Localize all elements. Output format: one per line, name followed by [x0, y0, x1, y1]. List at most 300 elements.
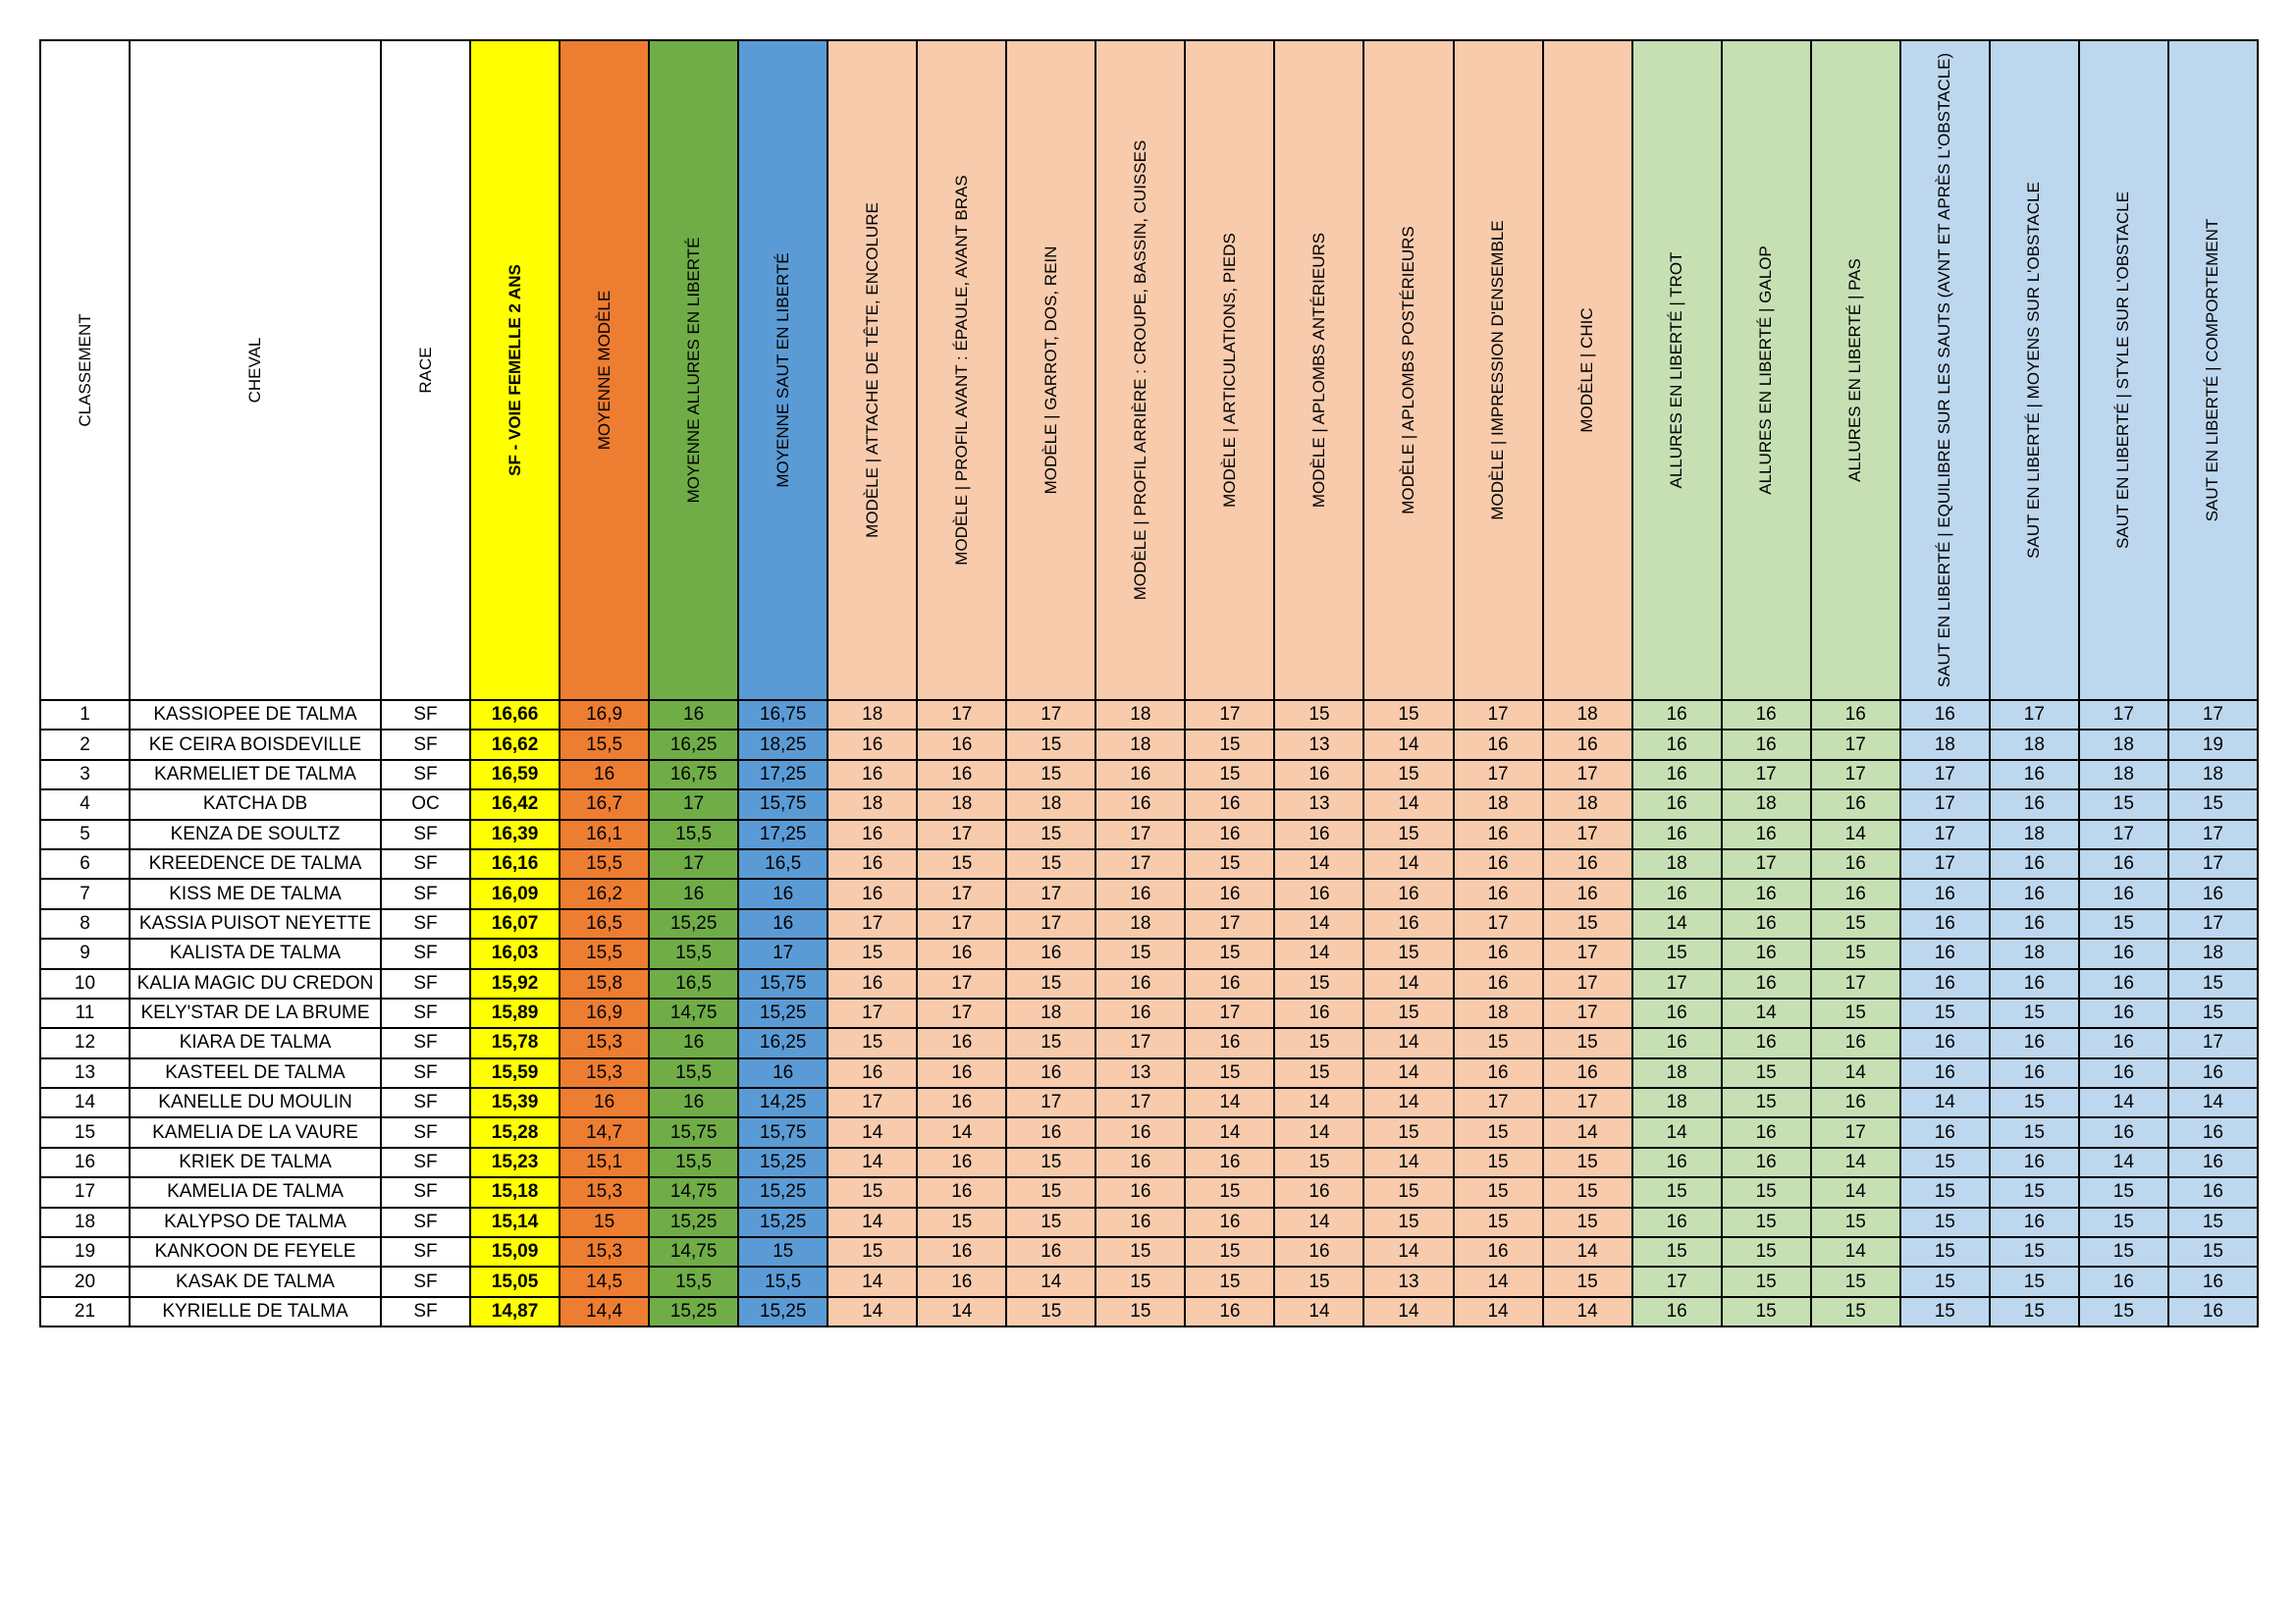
- table-cell: 16: [1633, 790, 1723, 820]
- table-cell: 16: [2080, 1059, 2169, 1089]
- table-cell: 18: [1455, 790, 1544, 820]
- table-cell: 16: [828, 880, 918, 909]
- table-cell: 16: [918, 1178, 1007, 1208]
- table-cell: 16: [1007, 1238, 1096, 1268]
- table-cell: 15: [1007, 761, 1096, 790]
- table-cell: 14: [1186, 1089, 1275, 1118]
- table-cell: 15: [2169, 970, 2259, 1000]
- table-cell: 15: [1186, 1178, 1275, 1208]
- table-cell: 18: [2080, 731, 2169, 760]
- table-cell: 15: [1096, 1298, 1186, 1327]
- table-cell: 16,5: [739, 850, 828, 880]
- table-cell: 16: [1364, 910, 1454, 940]
- table-cell: 16: [1991, 761, 2080, 790]
- table-cell: 21: [41, 1298, 131, 1327]
- table-cell: 16: [1455, 1238, 1544, 1268]
- table-cell: 17: [41, 1178, 131, 1208]
- table-cell: 15: [1275, 970, 1364, 1000]
- table-cell: 15: [1364, 1118, 1454, 1148]
- column-header-label: MOYENNE SAUT EN LIBERTÉ: [773, 252, 792, 488]
- table-cell: 15: [1364, 1209, 1454, 1238]
- table-cell: 14,75: [650, 1178, 739, 1208]
- table-cell: 16,62: [471, 731, 561, 760]
- table-cell: KREEDENCE DE TALMA: [131, 850, 382, 880]
- table-cell: 15: [1007, 970, 1096, 1000]
- column-header-saut-en-liberte-style-sur-l-obstacle: [2080, 41, 2169, 701]
- table-cell: 14: [1544, 1238, 1633, 1268]
- table-cell: 16: [1096, 1178, 1186, 1208]
- table-cell: 16: [1723, 731, 1812, 760]
- table-cell: SF: [382, 940, 471, 969]
- column-header-label: ALLURES EN LIBERTÉ | TROT: [1667, 251, 1686, 489]
- table-cell: 18: [1991, 940, 2080, 969]
- table-cell: 15: [1007, 1298, 1096, 1327]
- table-cell: 16: [1096, 880, 1186, 909]
- table-cell: 16: [1275, 1000, 1364, 1029]
- table-cell: 20: [41, 1268, 131, 1297]
- table-cell: 17: [1544, 821, 1633, 850]
- table-cell: 17: [1096, 1029, 1186, 1058]
- table-cell: 15: [1812, 1000, 1901, 1029]
- column-header-modele-aplombs-anterieurs: [1275, 41, 1364, 701]
- table-cell: 16: [918, 1029, 1007, 1058]
- table-cell: 16: [828, 761, 918, 790]
- table-cell: 16: [1901, 1029, 1991, 1058]
- table-cell: 15: [1455, 1118, 1544, 1148]
- table-cell: 16: [1633, 1029, 1723, 1058]
- table-cell: 15,39: [471, 1089, 561, 1118]
- table-cell: 16: [1633, 731, 1723, 760]
- table-cell: 14: [1007, 1268, 1096, 1297]
- table-cell: 16,25: [650, 731, 739, 760]
- table-cell: 16: [1723, 910, 1812, 940]
- table-cell: 14: [1633, 1118, 1723, 1148]
- table-cell: 16: [918, 1238, 1007, 1268]
- table-cell: 18: [1455, 1000, 1544, 1029]
- table-cell: 16: [1901, 940, 1991, 969]
- table-cell: 15,92: [471, 970, 561, 1000]
- table-cell: 15,5: [650, 1149, 739, 1178]
- table-cell: 16: [1096, 1118, 1186, 1148]
- table-cell: 16: [1186, 790, 1275, 820]
- table-cell: 16: [1455, 1059, 1544, 1089]
- table-cell: 15: [1901, 1238, 1991, 1268]
- table-cell: 15: [1991, 1089, 2080, 1118]
- table-cell: 15: [828, 1238, 918, 1268]
- table-cell: 15: [1812, 910, 1901, 940]
- table-cell: 14: [1275, 910, 1364, 940]
- column-header-label: RACE: [415, 347, 435, 394]
- table-cell: 16: [1812, 790, 1901, 820]
- table-cell: 15: [1544, 1178, 1633, 1208]
- table-cell: 15,59: [471, 1059, 561, 1089]
- table-cell: 15: [2080, 1298, 2169, 1327]
- table-cell: KASAK DE TALMA: [131, 1268, 382, 1297]
- table-cell: 16: [1723, 940, 1812, 969]
- table-cell: SF: [382, 761, 471, 790]
- table-cell: 16: [1901, 880, 1991, 909]
- table-cell: SF: [382, 1029, 471, 1058]
- table-cell: 15: [1186, 1268, 1275, 1297]
- table-cell: 15: [1007, 1178, 1096, 1208]
- table-cell: 15: [1096, 1268, 1186, 1297]
- table-cell: 12: [41, 1029, 131, 1058]
- column-header-classement: [41, 41, 131, 701]
- table-cell: 15: [1364, 1178, 1454, 1208]
- table-cell: 15,05: [471, 1268, 561, 1297]
- table-cell: KANKOON DE FEYELE: [131, 1238, 382, 1268]
- table-cell: 16: [650, 880, 739, 909]
- table-cell: 18: [1901, 731, 1991, 760]
- table-cell: 16,2: [561, 880, 650, 909]
- table-cell: 14: [1544, 1118, 1633, 1148]
- table-cell: 16: [650, 1029, 739, 1058]
- table-cell: 14,25: [739, 1089, 828, 1118]
- column-header-label: MOYENNE ALLURES EN LIBERTÉ: [683, 237, 703, 504]
- table-cell: 16: [1723, 1118, 1812, 1148]
- table-cell: 16: [1723, 1029, 1812, 1058]
- table-cell: 17: [1544, 1089, 1633, 1118]
- table-cell: 16: [1544, 850, 1633, 880]
- table-cell: 14: [828, 1298, 918, 1327]
- table-cell: 17: [650, 850, 739, 880]
- table-cell: 17: [1544, 1000, 1633, 1029]
- table-cell: 15,5: [650, 821, 739, 850]
- table-cell: KENZA DE SOULTZ: [131, 821, 382, 850]
- table-cell: 15: [1007, 731, 1096, 760]
- table-cell: 16,5: [650, 970, 739, 1000]
- table-cell: 14: [1275, 1089, 1364, 1118]
- table-cell: 17: [1186, 701, 1275, 731]
- table-cell: 16: [1991, 790, 2080, 820]
- table-cell: 17: [2080, 701, 2169, 731]
- table-cell: 9: [41, 940, 131, 969]
- table-cell: 16: [650, 701, 739, 731]
- table-cell: 17: [1633, 1268, 1723, 1297]
- table-cell: 18: [1991, 821, 2080, 850]
- table-cell: 17: [1544, 970, 1633, 1000]
- table-cell: 16: [1812, 880, 1901, 909]
- column-header-label: MODÈLE | APLOMBS ANTÉRIEURS: [1308, 232, 1328, 509]
- table-cell: 14: [1364, 1089, 1454, 1118]
- table-cell: 17: [2169, 701, 2259, 731]
- table-cell: SF: [382, 970, 471, 1000]
- table-cell: 15,3: [561, 1029, 650, 1058]
- table-cell: 15: [2080, 1178, 2169, 1208]
- table-cell: SF: [382, 1298, 471, 1327]
- table-cell: 16: [1186, 1298, 1275, 1327]
- table-cell: 17: [2169, 1029, 2259, 1058]
- table-cell: 16: [2080, 850, 2169, 880]
- table-cell: 16,16: [471, 850, 561, 880]
- table-cell: 16: [2169, 1149, 2259, 1178]
- table-cell: 17: [1901, 761, 1991, 790]
- table-cell: 16: [2080, 880, 2169, 909]
- results-table: [39, 39, 2259, 1327]
- table-cell: 15,89: [471, 1000, 561, 1029]
- table-cell: 17: [1186, 910, 1275, 940]
- column-header-race: [382, 41, 471, 701]
- table-cell: 8: [41, 910, 131, 940]
- table-cell: 16: [1275, 1178, 1364, 1208]
- table-cell: 16,39: [471, 821, 561, 850]
- table-cell: KYRIELLE DE TALMA: [131, 1298, 382, 1327]
- table-cell: 15: [1723, 1209, 1812, 1238]
- column-header-label: MODÈLE | IMPRESSION D'ENSEMBLE: [1488, 220, 1508, 520]
- table-cell: SF: [382, 1089, 471, 1118]
- table-cell: 18: [1096, 731, 1186, 760]
- table-cell: KELY'STAR DE LA BRUME: [131, 1000, 382, 1029]
- table-cell: 17: [1723, 850, 1812, 880]
- table-cell: 16: [918, 761, 1007, 790]
- table-cell: 15: [2169, 1238, 2259, 1268]
- table-cell: 15: [1186, 731, 1275, 760]
- table-cell: KASSIOPEE DE TALMA: [131, 701, 382, 731]
- table-cell: 14,7: [561, 1118, 650, 1148]
- table-cell: 16: [918, 1089, 1007, 1118]
- table-cell: 14: [1901, 1089, 1991, 1118]
- table-cell: 15,3: [561, 1178, 650, 1208]
- table-cell: 16: [1633, 821, 1723, 850]
- table-cell: 17: [1812, 1118, 1901, 1148]
- table-cell: 15,5: [561, 940, 650, 969]
- table-cell: 14: [1455, 1298, 1544, 1327]
- table-cell: 15: [1096, 940, 1186, 969]
- table-cell: KANELLE DU MOULIN: [131, 1089, 382, 1118]
- table-cell: 16: [1275, 761, 1364, 790]
- table-cell: 18: [2080, 761, 2169, 790]
- column-header-allures-en-liberte-galop: [1723, 41, 1812, 701]
- table-cell: 15: [1275, 1268, 1364, 1297]
- table-cell: 14: [1364, 1029, 1454, 1058]
- table-cell: 16: [1723, 821, 1812, 850]
- column-header-label: SAUT EN LIBERTÉ | MOYENS SUR L'OBSTACLE: [2024, 182, 2044, 559]
- table-cell: 15: [828, 940, 918, 969]
- table-cell: 17: [1096, 1089, 1186, 1118]
- table-cell: 15: [1901, 1298, 1991, 1327]
- table-cell: 18: [1007, 790, 1096, 820]
- table-cell: 18,25: [739, 731, 828, 760]
- table-cell: 15: [2080, 1209, 2169, 1238]
- table-cell: 15,75: [650, 1118, 739, 1148]
- table-cell: 15,25: [739, 1178, 828, 1208]
- table-cell: 16,1: [561, 821, 650, 850]
- table-cell: 16: [739, 880, 828, 909]
- table-cell: KALIA MAGIC DU CREDON: [131, 970, 382, 1000]
- table-cell: 15: [918, 1209, 1007, 1238]
- table-cell: 14: [1275, 1209, 1364, 1238]
- table-cell: 17,25: [739, 821, 828, 850]
- table-cell: 7: [41, 880, 131, 909]
- table-cell: 16: [1633, 1298, 1723, 1327]
- table-cell: SF: [382, 701, 471, 731]
- table-cell: 17: [1812, 970, 1901, 1000]
- column-header-allures-en-liberte-pas: [1812, 41, 1901, 701]
- table-cell: KISS ME DE TALMA: [131, 880, 382, 909]
- table-cell: 16: [828, 970, 918, 1000]
- table-cell: 16: [650, 1089, 739, 1118]
- table-cell: 16: [1991, 1209, 2080, 1238]
- table-cell: 17: [1544, 940, 1633, 969]
- table-cell: 16: [1096, 761, 1186, 790]
- table-cell: 18: [828, 790, 918, 820]
- table-cell: 16: [918, 731, 1007, 760]
- table-cell: 18: [828, 701, 918, 731]
- table-cell: 16: [1186, 1209, 1275, 1238]
- table-cell: 15,75: [739, 970, 828, 1000]
- table-cell: 15: [1275, 1029, 1364, 1058]
- table-cell: 14: [1723, 1000, 1812, 1029]
- table-cell: 14: [1364, 1059, 1454, 1089]
- results-grid: [39, 39, 2259, 1327]
- table-cell: 15: [828, 1178, 918, 1208]
- table-cell: SF: [382, 1238, 471, 1268]
- table-cell: 16: [1901, 910, 1991, 940]
- table-cell: 16: [2080, 1000, 2169, 1029]
- table-cell: 17,25: [739, 761, 828, 790]
- table-cell: 17: [828, 1089, 918, 1118]
- table-cell: 16: [1544, 1059, 1633, 1089]
- table-cell: 19: [41, 1238, 131, 1268]
- column-header-label: ALLURES EN LIBERTÉ | GALOP: [1756, 245, 1776, 495]
- column-header-label: MOYENNE MODÈLE: [594, 290, 614, 451]
- table-cell: 17: [1991, 701, 2080, 731]
- table-cell: 15: [1723, 1089, 1812, 1118]
- table-cell: 15,1: [561, 1149, 650, 1178]
- table-cell: 16: [1901, 1059, 1991, 1089]
- table-cell: 15: [1544, 1209, 1633, 1238]
- table-cell: 15: [1812, 940, 1901, 969]
- table-cell: 16: [1633, 761, 1723, 790]
- table-cell: 15: [1723, 1059, 1812, 1089]
- column-header-label: CHEVAL: [245, 337, 264, 404]
- table-cell: 16: [1991, 1059, 2080, 1089]
- table-cell: 16: [1901, 1118, 1991, 1148]
- table-cell: 15,23: [471, 1149, 561, 1178]
- table-cell: KARMELIET DE TALMA: [131, 761, 382, 790]
- table-cell: 15,3: [561, 1238, 650, 1268]
- table-cell: 17: [1455, 701, 1544, 731]
- table-cell: 18: [1723, 790, 1812, 820]
- table-cell: 17: [1901, 790, 1991, 820]
- table-cell: 17: [1901, 821, 1991, 850]
- table-cell: 14: [2169, 1089, 2259, 1118]
- table-cell: 16: [1007, 1059, 1096, 1089]
- table-cell: 15: [1007, 850, 1096, 880]
- table-cell: 15: [2080, 790, 2169, 820]
- table-cell: 15: [1455, 1029, 1544, 1058]
- table-cell: 16: [1991, 910, 2080, 940]
- table-cell: 15: [1186, 1238, 1275, 1268]
- table-cell: 16: [2169, 1268, 2259, 1297]
- table-cell: 16: [1633, 880, 1723, 909]
- table-cell: 16: [1186, 1029, 1275, 1058]
- column-header-modele-garrot-dos-rein: [1007, 41, 1096, 701]
- table-cell: 16: [2080, 940, 2169, 969]
- table-cell: 16: [2080, 1118, 2169, 1148]
- table-cell: 17: [1007, 1089, 1096, 1118]
- table-cell: KATCHA DB: [131, 790, 382, 820]
- table-cell: 16: [918, 1268, 1007, 1297]
- table-cell: 18: [1991, 731, 2080, 760]
- column-header-modele-impression-d-ensemble: [1455, 41, 1544, 701]
- table-cell: 16: [2169, 880, 2259, 909]
- table-cell: 16: [2080, 970, 2169, 1000]
- table-cell: KAMELIA DE TALMA: [131, 1178, 382, 1208]
- table-cell: 15,5: [561, 850, 650, 880]
- table-cell: 14: [918, 1118, 1007, 1148]
- table-cell: 15: [1455, 1149, 1544, 1178]
- column-header-modele-profil-arriere-croupe-bassin-cuisses: [1096, 41, 1186, 701]
- table-cell: KIARA DE TALMA: [131, 1029, 382, 1058]
- table-cell: 14,5: [561, 1268, 650, 1297]
- table-cell: 15,8: [561, 970, 650, 1000]
- table-cell: 15: [1096, 1238, 1186, 1268]
- table-cell: 16: [1455, 970, 1544, 1000]
- table-cell: 15: [739, 1238, 828, 1268]
- table-cell: 18: [1007, 1000, 1096, 1029]
- table-cell: 15,75: [739, 790, 828, 820]
- table-cell: 15: [1544, 1029, 1633, 1058]
- table-cell: 15: [918, 850, 1007, 880]
- table-cell: 15: [1186, 940, 1275, 969]
- table-cell: 16,59: [471, 761, 561, 790]
- table-cell: 17: [1544, 761, 1633, 790]
- table-cell: 18: [1096, 701, 1186, 731]
- table-cell: 18: [2169, 761, 2259, 790]
- table-cell: 15: [1275, 1059, 1364, 1089]
- table-cell: SF: [382, 1149, 471, 1178]
- table-cell: 16: [828, 1059, 918, 1089]
- column-header-label: MODÈLE | GARROT, DOS, REIN: [1041, 245, 1060, 495]
- table-cell: 17: [1901, 850, 1991, 880]
- column-header-label: ALLURES EN LIBERTÉ | PAS: [1845, 258, 1865, 482]
- table-cell: 16: [1991, 1029, 2080, 1058]
- table-cell: 15,25: [739, 1149, 828, 1178]
- table-cell: SF: [382, 1059, 471, 1089]
- table-cell: 16: [561, 1089, 650, 1118]
- table-cell: 15,5: [650, 1059, 739, 1089]
- column-header-label: MODÈLE | PROFIL AVANT : ÉPAULE, AVANT BRAS: [951, 175, 971, 566]
- table-cell: 14: [1275, 1298, 1364, 1327]
- table-cell: 14,75: [650, 1238, 739, 1268]
- table-cell: 16: [918, 1059, 1007, 1089]
- column-header-modele-attache-de-tete-encolure: [828, 41, 918, 701]
- column-header-moyenne-modele: [561, 41, 650, 701]
- table-cell: 15: [1186, 850, 1275, 880]
- column-header-label: SAUT EN LIBERTÉ | COMPORTEMENT: [2203, 218, 2222, 522]
- table-cell: KASSIA PUISOT NEYETTE: [131, 910, 382, 940]
- table-cell: 18: [2169, 940, 2259, 969]
- table-cell: 15: [1723, 1238, 1812, 1268]
- table-cell: 14: [1812, 1178, 1901, 1208]
- table-cell: 15: [1812, 1209, 1901, 1238]
- column-header-label: MODÈLE | APLOMBS POSTÉRIEURS: [1398, 226, 1417, 514]
- table-cell: 14: [1364, 1298, 1454, 1327]
- table-cell: 16: [739, 910, 828, 940]
- table-cell: 15,18: [471, 1178, 561, 1208]
- table-cell: 15: [1007, 1029, 1096, 1058]
- table-cell: 17: [918, 970, 1007, 1000]
- table-cell: 5: [41, 821, 131, 850]
- column-header-label: SAUT EN LIBERTÉ | STYLE SUR L'OBSTACLE: [2113, 191, 2133, 549]
- table-cell: 15: [1991, 1000, 2080, 1029]
- table-cell: 14: [1633, 910, 1723, 940]
- table-cell: SF: [382, 1118, 471, 1148]
- table-cell: 1: [41, 701, 131, 731]
- table-cell: 14: [828, 1149, 918, 1178]
- table-cell: 15: [1901, 1000, 1991, 1029]
